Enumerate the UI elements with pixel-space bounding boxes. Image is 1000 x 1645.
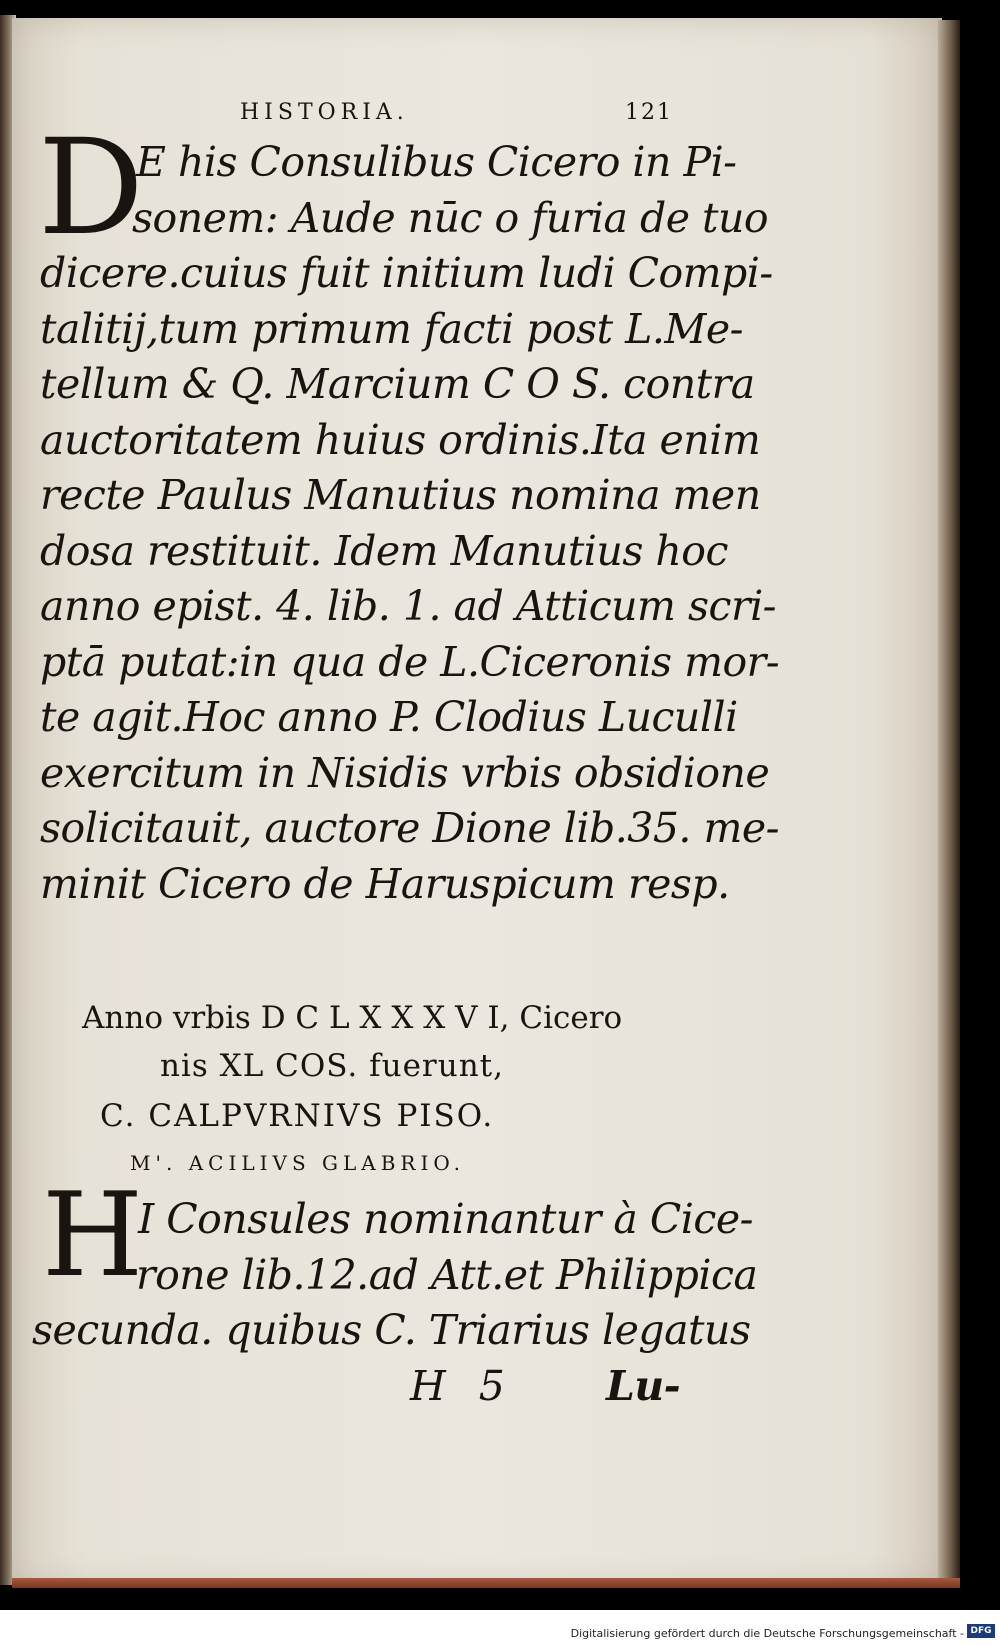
running-head: HISTORIA. — [240, 100, 409, 125]
page-bottom-edge — [12, 1578, 960, 1588]
text-line: te agit.Hoc anno P. Clodius Luculli — [40, 693, 738, 741]
text-line: dicere.cuius fuit initium ludi Compi- — [40, 249, 773, 297]
text-line: recte Paulus Manutius nomina men — [40, 471, 761, 519]
page-edge-right — [938, 20, 960, 1586]
heading-consuls-line: nis XL COS. fuerunt, — [160, 1048, 504, 1084]
text-line: anno epist. 4. lib. 1. ad Atticum scri- — [40, 582, 777, 630]
text-line: tellum & Q. Marcium C O S. contra — [40, 360, 755, 408]
dropcap-d: D — [38, 111, 144, 265]
text-line: minit Cicero de Haruspicum resp. — [40, 860, 730, 908]
text-line: I Consules nominantur à Cice- — [138, 1195, 753, 1243]
text-line: solicitauit, auctore Dione lib.35. me- — [40, 804, 779, 852]
dfg-logo: DFG — [967, 1624, 995, 1638]
text-line: ptā putat:in qua de L.Ciceronis mor- — [40, 638, 780, 686]
heading-year-line: Anno vrbis D C L X X X V I, Cicero — [82, 1000, 623, 1036]
text-line: dosa restituit. Idem Manutius hoc — [40, 527, 728, 575]
text-line: rone lib.12.ad Att.et Philippica — [136, 1251, 758, 1299]
text-line: E his Consulibus Cicero in Pi- — [136, 138, 737, 186]
consul-name-glabrio: M'. ACILIVS GLABRIO. — [130, 1151, 465, 1175]
catchword: Lu- — [606, 1362, 681, 1410]
text-line: secunda. quibus C. Triarius legatus — [32, 1306, 751, 1354]
text-line: auctoritatem huius ordinis.Ita enim — [40, 416, 761, 464]
funding-credit: Digitalisierung gefördert durch die Deutsche Forschungsgemeinschaft - — [570, 1627, 964, 1640]
text-line: sonem: Aude nūc o furia de tuo — [132, 194, 769, 242]
text-line: exercitum in Nisidis vrbis obsidione — [40, 749, 770, 797]
consul-name-piso: C. CALPVRNIVS PISO. — [100, 1098, 495, 1134]
folio-number: 121 — [625, 100, 673, 125]
dropcap-h: H — [42, 1168, 144, 1303]
text-line: talitij,tum primum facti post L.Me- — [40, 305, 743, 353]
signature-mark: H 5 — [410, 1362, 515, 1410]
